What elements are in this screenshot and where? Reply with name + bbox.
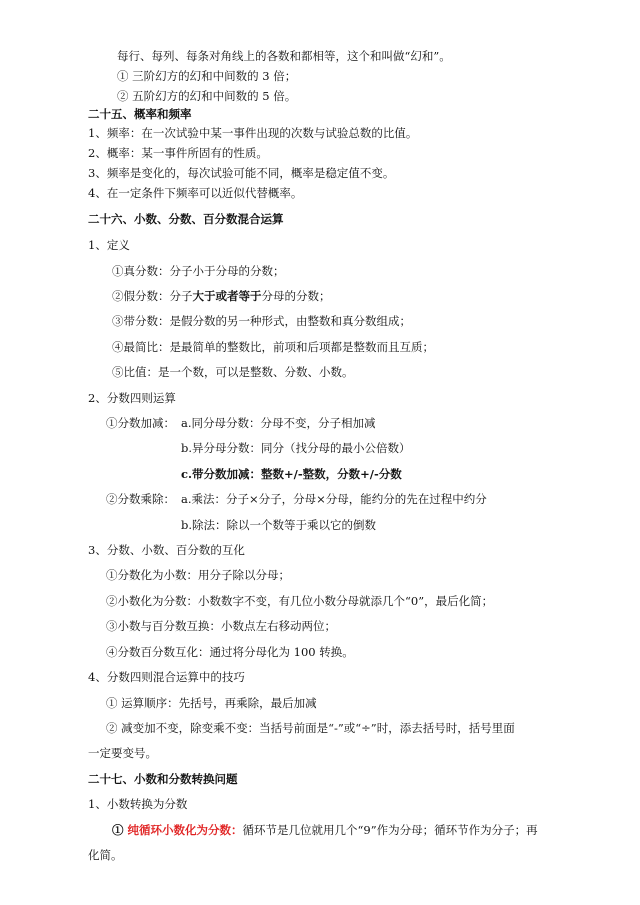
list-item: ①真分数：分子小于分母的分数；: [112, 264, 285, 278]
text-line: 一定要变号。: [88, 746, 157, 760]
text-span: ①: [112, 823, 128, 837]
section-heading: 二十六、小数、分数、百分数混合运算: [88, 212, 284, 226]
list-item-label: ①分数加减：: [106, 416, 175, 430]
list-item: a.乘法：分子×分子，分母×分母，能约分的先在过程中约分: [181, 492, 487, 506]
list-item: ④分数百分数互化：通过将分母化为 100 转换。: [106, 645, 354, 659]
subheading: 3、分数、小数、百分数的互化: [88, 543, 245, 557]
bold-span: 大于或者等于: [192, 289, 262, 303]
list-item-label: ②分数乘除：: [106, 492, 175, 506]
text-line: 4、在一定条件下频率可以近似代替概率。: [88, 186, 303, 200]
section-heading: 二十七、小数和分数转换问题: [88, 772, 238, 786]
list-item: b.除法：除以一个数等于乘以它的倒数: [181, 518, 377, 532]
text-span: 分母的分数；: [261, 289, 331, 303]
list-item: ③小数与百分数互换：小数点左右移动两位；: [106, 619, 336, 633]
list-item: b.异分母分数：同分（找分母的最小公倍数）: [181, 441, 411, 455]
list-item: [112, 288, 331, 304]
text-line: 3、频率是变化的，每次试验可能不同，概率是稳定值不变。: [88, 166, 395, 180]
subheading: 1、定义: [88, 238, 130, 252]
list-item: ④最简比：是最简单的整数比，前项和后项都是整数而且互质；: [112, 340, 434, 354]
text-line: 每行、每列、每条对角线上的各数和都相等，这个和叫做“幻和”。: [117, 49, 451, 63]
subheading: 2、分数四则运算: [88, 391, 176, 405]
text-span: 循环节是几位就用几个“9”作为分母；循环节作为分子；再: [242, 823, 538, 837]
list-item: ①分数化为小数：用分子除以分母；: [106, 568, 290, 582]
highlight-span: 纯循环小数化为分数：: [127, 823, 243, 837]
list-item: ② 减变加不变，除变乘不变：当括号前面是“-”或“÷”时，添去括号时，括号里面: [106, 721, 515, 735]
list-item: ① 运算顺序：先括号，再乘除，最后加减: [106, 696, 317, 710]
subheading: 4、分数四则混合运算中的技巧: [88, 670, 245, 684]
text-line: 化简。: [88, 848, 123, 862]
list-item: c.带分数加减：整数+/-整数，分数+/-分数: [181, 467, 402, 481]
text-span: ②假分数：分子: [112, 289, 193, 303]
list-item: ⑤比值：是一个数，可以是整数、分数、小数。: [112, 365, 354, 379]
subheading: 1、小数转换为分数: [88, 797, 188, 811]
text-line: 2、概率：某一事件所固有的性质。: [88, 146, 268, 160]
text-line: 1、频率：在一次试验中某一事件出现的次数与试验总数的比值。: [88, 126, 418, 140]
list-item: ① 三阶幻方的幻和中间数的 3 倍；: [117, 69, 297, 83]
list-item: ②小数化为分数：小数数字不变，有几位小数分母就添几个“0”，最后化简；: [106, 594, 494, 608]
list-item: a.同分母分数：分母不变，分子相加减: [181, 416, 376, 430]
list-item: ③带分数：是假分数的另一种形式，由整数和真分数组成；: [112, 314, 411, 328]
list-item: ② 五阶幻方的幻和中间数的 5 倍。: [117, 89, 297, 103]
section-heading: 二十五、概率和频率: [88, 107, 192, 121]
list-item: [112, 822, 538, 838]
